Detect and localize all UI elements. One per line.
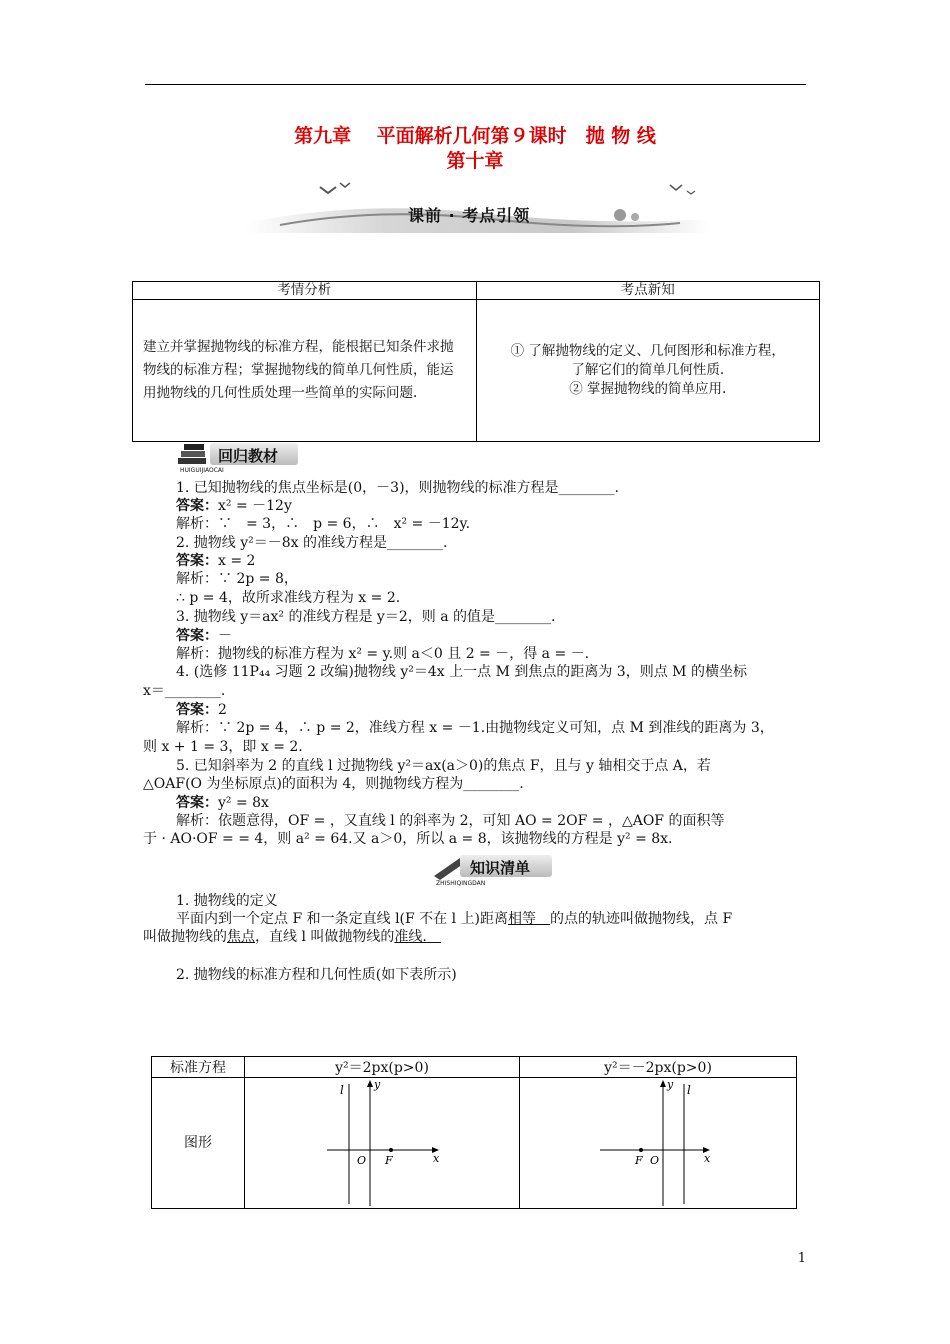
header-right-opening: y²＝2px(p>0) [245, 1057, 520, 1078]
problem-4b: x＝________. [143, 683, 226, 699]
parabola-graph [245, 1078, 519, 1208]
graph-right-opening [245, 1078, 520, 1209]
label-y-axis: y [667, 1078, 674, 1091]
blank-answer: 焦点 [227, 929, 255, 945]
answer-value: x² = －12y [218, 498, 292, 514]
problem-5a: 5. 已知斜率为 2 的直线 l 过抛物线 y²＝ax(a＞0)的焦点 F，且与 y 轴相交于点 A，若 [176, 758, 711, 774]
label-focus: F [385, 1154, 393, 1167]
knowledge-1-line2 [143, 928, 441, 946]
section-heading-knowledge [430, 852, 554, 886]
answer-label: 答案： [176, 498, 218, 514]
label-x-axis: x [704, 1152, 711, 1165]
text-segment: 叫做抛物线的 [143, 929, 227, 945]
solution-1: 解析：∵ = 3，∴ p = 6，∴ x² = －12y. [176, 516, 471, 532]
banner-text: 课前 · 考点引领 [408, 206, 531, 225]
answer-value: 2 [218, 702, 227, 718]
problem-5b: △OAF(O 为坐标原点)的面积为 4，则抛物线方程为________. [143, 776, 524, 792]
knowledge-header: 考点新知 [476, 282, 820, 300]
knowledge-1-line1 [176, 910, 732, 928]
analysis-header: 考情分析 [133, 282, 477, 300]
header-rule [145, 84, 806, 85]
text-segment: 的点的轨迹叫做抛物线，点 F [550, 911, 733, 927]
knowledge-body [476, 300, 820, 442]
answer-5 [176, 794, 269, 812]
analysis-table [132, 281, 820, 442]
header-standard: 标准方程 [152, 1057, 245, 1078]
graph-left-opening [520, 1078, 797, 1209]
parabola-graph [520, 1078, 796, 1208]
answer-4 [176, 701, 227, 719]
blank-answer: 准线. [394, 929, 427, 945]
answer-label: 答案： [176, 795, 218, 811]
page-title: 第九章 平面解析几何第９课时 抛 物 线 [294, 125, 656, 147]
section-title: 知识清单 [470, 859, 531, 877]
section-heading-review [176, 440, 298, 474]
solution-3: 解析：抛物线的标准方程为 x² = y.则 a＜0 且 2 = －，得 a = －. [176, 646, 590, 662]
answer-value: x = 2 [218, 553, 256, 569]
label-directrix: l [340, 1083, 344, 1097]
answer-value: y² = 8x [218, 795, 269, 811]
page-subtitle: 第十章 [446, 150, 504, 172]
analysis-body: 建立并掌握抛物线的标准方程，能根据已知条件求抛物线的标准方程；掌握抛物线的简单几何性质，能运用抛物线的几何性质处理一些简单的实际问题. [133, 300, 477, 442]
label-y-axis: y [374, 1078, 381, 1091]
problem-3: 3. 抛物线 y＝ax² 的准线方程是 y＝2，则 a 的值是________. [176, 609, 556, 625]
knowledge-item: ② 掌握抛物线的简单应用. [569, 381, 727, 397]
solution-4a: 解析：∵ 2p = 4，∴ p = 2，准线方程 x = －1.由抛物线定义可知，点 M 到准线的距离为 3， [176, 720, 774, 736]
section-pinyin: ZHISHIQINGDAN [436, 880, 486, 887]
answer-3 [176, 627, 232, 645]
answer-label: 答案： [176, 702, 218, 718]
label-directrix: l [687, 1083, 691, 1097]
blank-answer: 相等 [508, 911, 537, 927]
problem-1: 1. 已知抛物线的焦点坐标是(0，－3)，则抛物线的标准方程是________. [176, 480, 619, 496]
knowledge-item: ① 了解抛物线的定义、几何图形和标准方程， [510, 343, 785, 359]
answer-label: 答案： [176, 628, 218, 644]
bird-icon [320, 187, 336, 193]
label-origin: O [357, 1154, 367, 1167]
section-pinyin: HUIGUIJIAOCAI [180, 467, 224, 474]
row-label-graph: 图形 [152, 1078, 245, 1209]
solution-5b: 于 · AO·OF = = 4，则 a² = 64.又 a＞0，所以 a = 8，该抛物线的方程是 y² = 8x. [143, 831, 673, 847]
knowledge-item: 了解它们的简单几何性质. [571, 362, 725, 378]
problem-4a: 4. (选修 11P₄₄ 习题 2 改编)抛物线 y²＝4x 上一点 M 到焦点的距离为 3，则点 M 的横坐标 [176, 664, 747, 680]
label-focus: F [635, 1154, 643, 1167]
books-icon [176, 440, 210, 468]
solution-5a: 解析：依题意得，OF = ，又直线 l 的斜率为 2，可知 AO = 2OF = ，△AOF 的面积等 [176, 813, 725, 829]
answer-1 [176, 497, 292, 515]
standard-equation-table [151, 1056, 797, 1209]
solution-2b: ∴ p = 4，故所求准线方程为 x = 2. [176, 590, 401, 606]
answer-2 [176, 552, 255, 570]
label-origin: O [650, 1154, 660, 1167]
header-left-opening: y²＝－2px(p>0) [520, 1057, 797, 1078]
section-title: 回归教材 [218, 447, 279, 465]
solution-4b: 则 x + 1 = 3，即 x = 2. [143, 739, 303, 755]
text-segment: 平面内到一个定点 F 和一条定直线 l(F 不在 l 上)距离 [176, 911, 509, 927]
answer-value: － [218, 628, 232, 644]
problem-2: 2. 抛物线 y²＝－8x 的准线方程是________. [176, 535, 448, 551]
answer-label: 答案： [176, 553, 218, 569]
label-x-axis: x [433, 1152, 440, 1165]
solution-2a: 解析：∵ 2p = 8， [176, 571, 298, 587]
knowledge-1-title: 1. 抛物线的定义 [176, 893, 278, 909]
knowledge-2-title: 2. 抛物线的标准方程和几何性质(如下表所示) [176, 967, 457, 983]
page-number: 1 [797, 1251, 806, 1266]
banner [240, 175, 715, 235]
text-segment: ，直线 l 叫做抛物线的 [255, 929, 395, 945]
